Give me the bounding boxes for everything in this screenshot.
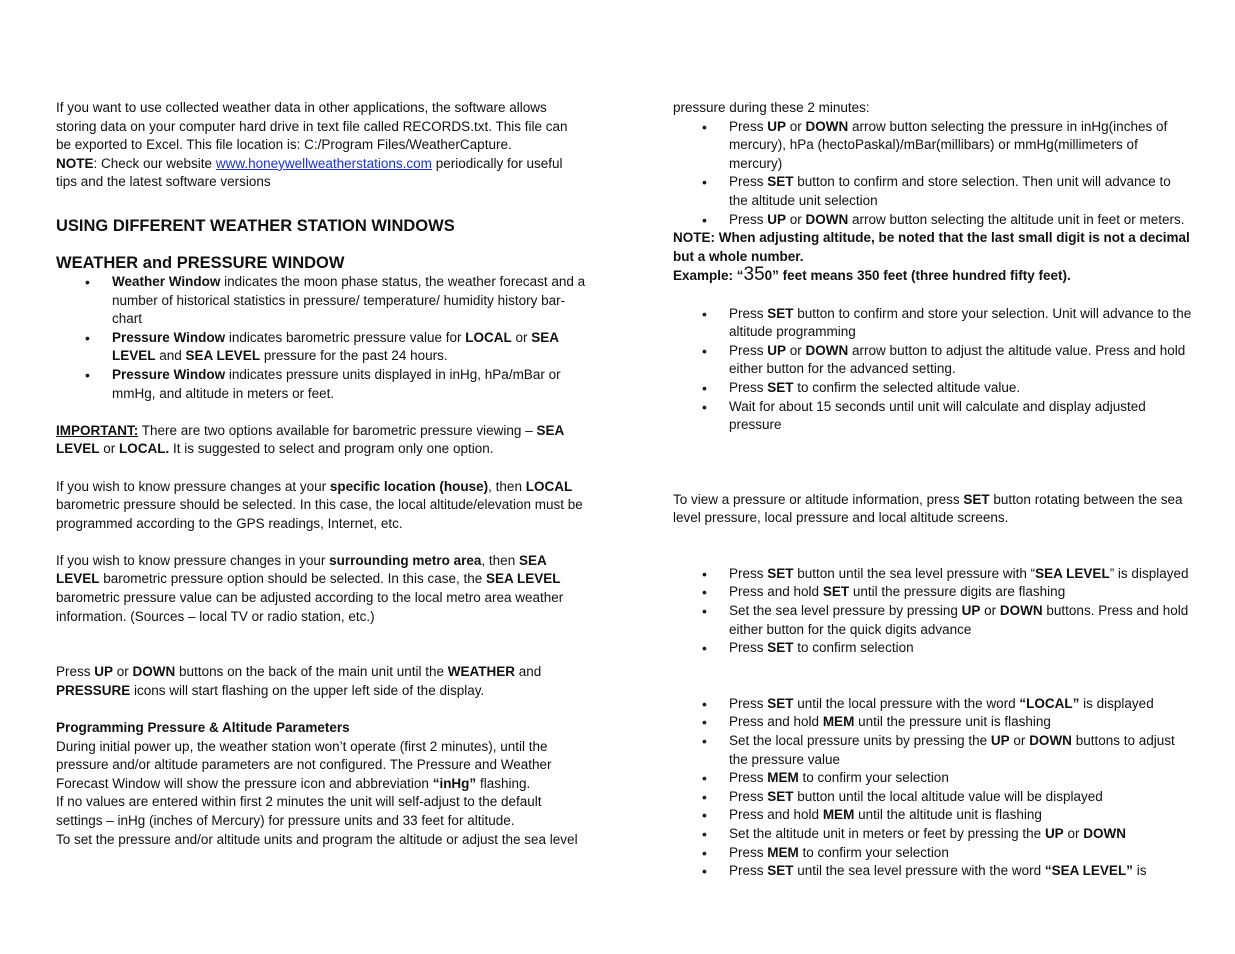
list-item: • Press and hold MEM until the altitude unit is flashing — [673, 806, 1193, 825]
programming-paragraph: During initial power up, the weather station won’t operate (first 2 minutes), until the pressure and/or altitude parameters are not configured. The Pressure and Weather Forecast Window will show the pressure icon and abbreviation “inHg” flashing. — [56, 738, 552, 791]
altitude-note: NOTE: When adjusting altitude, be noted that the last small digit is not a decimal but a whole number. — [673, 230, 1190, 264]
sea-level-steps-list — [673, 565, 1193, 658]
list-item: • Set the sea level pressure by pressing UP or DOWN buttons. Press and hold either button for the quick digits advance — [673, 602, 1193, 639]
local-paragraph: If you wish to know pressure changes at your specific location (house), then LOCAL barometric pressure should be selected. In this case, the local altitude/elevation must be programmed according to the GPS readings, Internet, etc. — [56, 478, 583, 531]
sea-level-paragraph: If you wish to know pressure changes in your surrounding metro area, then SEA LEVEL barometric pressure option should be selected. In this case, the SEA LEVEL barometric pressure value can be adjusted according to the local metro area weather information. (Sources – local TV or radio station, etc.) — [56, 552, 564, 624]
list-item: • Pressure Window indicates pressure units displayed in inHg, hPa/mBar or mmHg, and altitude in meters or feet. — [56, 366, 586, 403]
list-item: • Press UP or DOWN arrow button selecting the altitude unit in feet or meters. — [673, 211, 1193, 230]
list-item: • Weather Window indicates the moon phase status, the weather forecast and a number of historical statistics in pressure/ temperature/ humidity history bar-chart — [56, 273, 586, 329]
programming-heading: Programming Pressure & Altitude Parameters — [56, 720, 350, 736]
intro-paragraph: If you want to use collected weather data in other applications, the software allows storing data on your computer hard drive in text file called RECORDS.txt. This file can be exported to Excel. This file location is: C:/Program Files/WeatherCapture. — [56, 100, 568, 153]
list-item: • Press and hold SET until the pressure digits are flashing — [673, 583, 1193, 602]
list-item: • Press SET until the local pressure with the word “LOCAL” is displayed — [673, 695, 1193, 714]
section-heading-windows: USING DIFFERENT WEATHER STATION WINDOWS — [56, 216, 455, 235]
continuation-paragraph: pressure during these 2 minutes: — [673, 100, 870, 115]
local-steps-list — [673, 695, 1193, 881]
altitude-steps-list — [673, 305, 1193, 435]
press-buttons-paragraph: Press UP or DOWN buttons on the back of the main unit until the WEATHER and PRESSURE icons will start flashing on the upper left side of the display. — [56, 664, 542, 698]
default-settings-paragraph: If no values are entered within first 2 minutes the unit will self-adjust to the default settings – inHg (inches of Mercury) for pressure units and 33 feet for altitude. — [56, 794, 542, 828]
altitude-example: Example: “350” feet means 350 feet (three hundred fifty feet). — [673, 264, 1071, 286]
list-item: • Press SET button to confirm and store your selection. Unit will advance to the altitude programming — [673, 305, 1193, 342]
list-item: • Pressure Window indicates barometric pressure value for LOCAL or SEA LEVEL and SEA LEVEL pressure for the past 24 hours. — [56, 329, 586, 366]
left-column — [56, 99, 586, 849]
note-paragraph: NOTE: Check our website www.honeywellweatherstations.com periodically for useful tips and the latest software versions — [56, 155, 563, 190]
list-item: • Press SET button to confirm and store selection. Then unit will advance to the altitude unit selection — [673, 173, 1193, 210]
unit-steps-list — [673, 118, 1193, 230]
list-item: • Press MEM to confirm your selection — [673, 844, 1193, 863]
list-item: • Press UP or DOWN arrow button to adjust the altitude value. Press and hold either button for the advanced setting. — [673, 342, 1193, 379]
list-item: • Press SET until the sea level pressure with the word “SEA LEVEL” is — [673, 862, 1193, 881]
list-item: • Press and hold MEM until the pressure unit is flashing — [673, 713, 1193, 732]
important-paragraph: IMPORTANT: There are two options available for barometric pressure viewing – SEA LEVEL or LOCAL. It is suggested to select and program only one option. — [56, 422, 564, 457]
right-column — [673, 99, 1193, 881]
list-item: • Press MEM to confirm your selection — [673, 769, 1193, 788]
list-item: • Press SET button until the local altitude value will be displayed — [673, 788, 1193, 807]
list-item: • Set the altitude unit in meters or feet by pressing the UP or DOWN — [673, 825, 1193, 844]
set-units-paragraph: To set the pressure and/or altitude units and program the altitude or adjust the sea level — [56, 831, 578, 847]
list-item: • Press SET button until the sea level pressure with “SEA LEVEL” is displayed — [673, 565, 1193, 584]
website-link[interactable]: www.honeywellweatherstations.com — [215, 155, 432, 171]
windows-list — [56, 273, 586, 403]
list-item: • Set the local pressure units by pressing the UP or DOWN buttons to adjust the pressure value — [673, 732, 1193, 769]
list-item: • Wait for about 15 seconds until unit will calculate and display adjusted pressure — [673, 398, 1193, 435]
view-paragraph: To view a pressure or altitude information, press SET button rotating between the sea level pressure, local pressure and local altitude screens. — [673, 491, 1183, 526]
list-item: • Press SET to confirm the selected altitude value. — [673, 379, 1193, 398]
section-heading-weather-pressure: WEATHER and PRESSURE WINDOW — [56, 253, 345, 272]
list-item: • Press UP or DOWN arrow button selecting the pressure in inHg(inches of mercury), hPa (hectoPaskal)/mBar(millibars) or mmHg(millimeters of mercury) — [673, 118, 1193, 174]
list-item: • Press SET to confirm selection — [673, 639, 1193, 658]
